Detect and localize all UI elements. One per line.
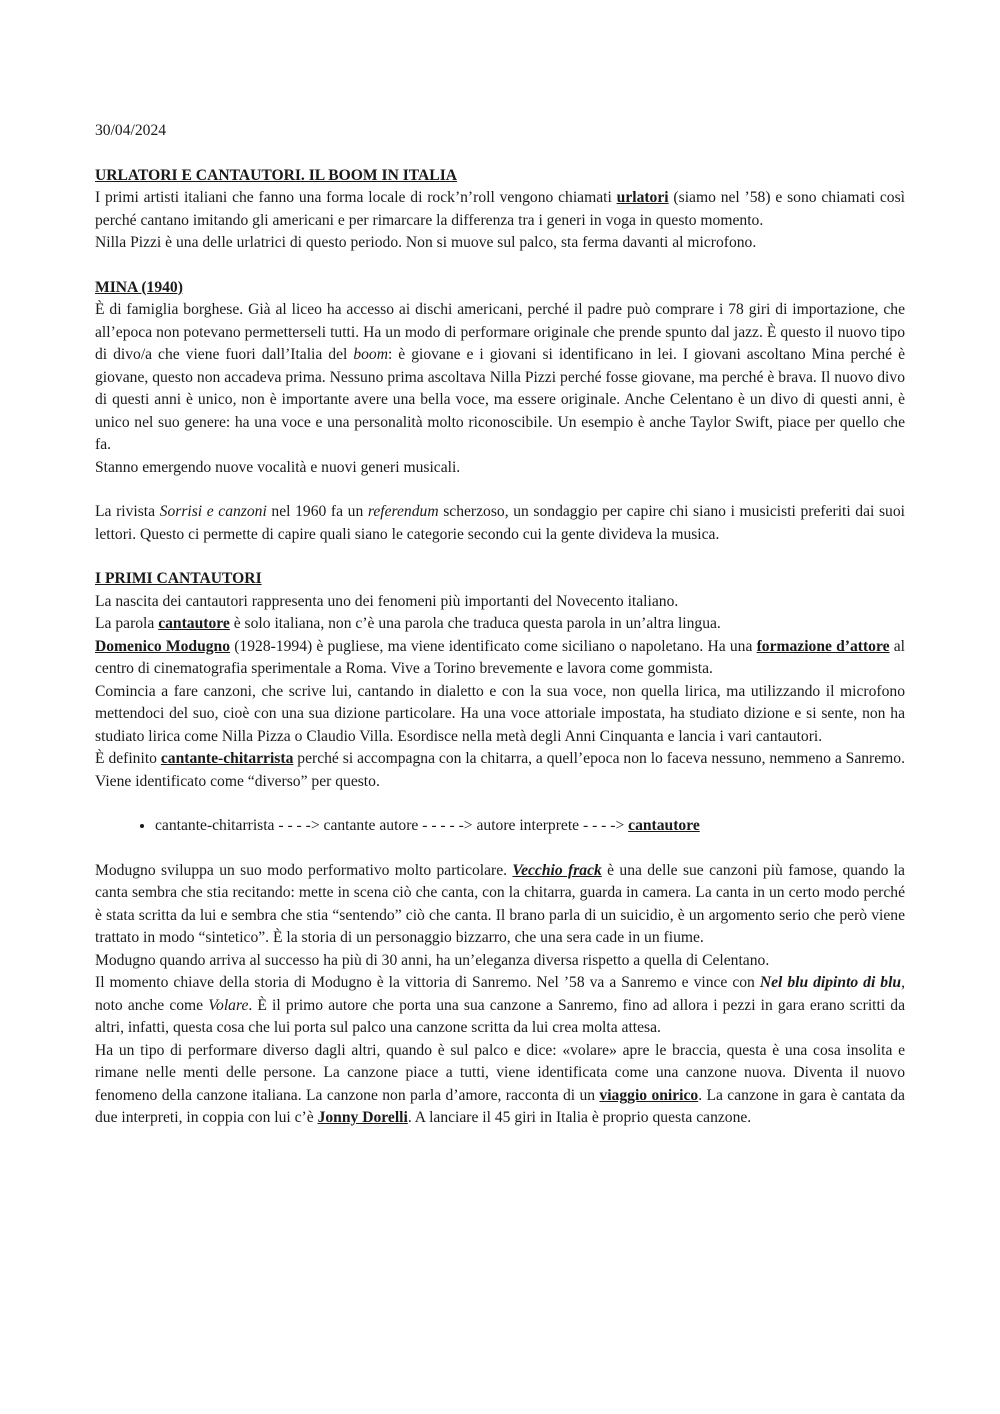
bullet-list xyxy=(95,815,905,838)
paragraph: Comincia a fare canzoni, che scrive lui, cantando in dialetto e con la sua voce, non quella lirica, ma utilizzando il microfono mettendoci del suo, cioè con una sua dizione particolare. Ha una voce attoriale impostata, ha studiato dizione e si sente, non ha studiato lirica come Nilla Pizza o Claudio Villa. Esordisce nella metà degli Anni Cinquanta e lancia i vari cantautori. xyxy=(95,682,905,745)
paragraph xyxy=(95,187,905,232)
section-heading-urlatori: URLATORI E CANTAUTORI. IL BOOM IN ITALIA xyxy=(95,166,458,184)
paragraph xyxy=(95,860,905,950)
text: È di famiglia borghese. Già al liceo ha accesso ai dischi americani, perché il padre può comprare i 78 giri di importazione, che all’epoca non potevano permetterseli tutti. Ha un modo di performare originale che prende spunto dal jazz. È questo il nuovo tipo di divo/a che viene fuori dall’Italia del xyxy=(95,301,905,363)
keyword-urlatori: urlatori xyxy=(616,189,669,206)
text: È definito xyxy=(95,750,161,767)
text: La rivista xyxy=(95,503,160,520)
paragraph: Modugno quando arriva al successo ha più di 30 anni, ha un’eleganza diversa rispetto a quella di Celentano. xyxy=(95,951,770,969)
keyword-cantautore: cantautore xyxy=(158,615,230,632)
keyword-viaggio-onirico: viaggio onirico xyxy=(599,1086,699,1104)
keyword-jonny-dorelli: Jonny Dorelli xyxy=(317,1109,408,1126)
text: Ha un tipo di performare diverso dagli altri, quando è sul palco e dice: «volare» apre le braccia, questa è una cosa insolita e rimane nelle menti delle persone. La canzone piace a tutti, viene identificata come una canzone nuova. Diventa il nuovo fenomeno della canzone italiana. La canzone non parla d’amore, racconta di un xyxy=(95,1041,905,1104)
song-title-nel-blu: Nel blu dipinto di blu xyxy=(759,974,902,991)
paragraph: Stanno emergendo nuove vocalità e nuovi generi musicali. xyxy=(95,458,461,476)
paragraph xyxy=(95,1040,905,1130)
magazine-title: Sorrisi e canzoni xyxy=(159,503,267,520)
paragraph xyxy=(95,748,905,793)
paragraph xyxy=(95,501,905,546)
keyword-cantante-chitarrista: cantante-chitarrista xyxy=(160,750,294,767)
list-item xyxy=(155,815,905,838)
keyword-domenico-modugno: Domenico Modugno xyxy=(95,637,231,655)
text: I primi artisti italiani che fanno una forma locale di rock’n’roll vengono chiamati xyxy=(95,189,617,206)
paragraph xyxy=(95,299,905,457)
text: Il momento chiave della storia di Modugno è la vittoria di Sanremo. Nel ’58 va a Sanremo e vince con xyxy=(95,974,760,991)
text: perché si accompagna con la chitarra, a quell’epoca non lo faceva nessuno, nemmeno a Sanremo. Viene identificato come “diverso” per questo. xyxy=(95,750,905,790)
text: è una delle sue canzoni più famose, quando la canta sembra che stia recitando: mette in scena ciò che canta, con la chitarra, guarda in camera. La canta in un certo modo perché è stata scritta da lui e sembra che stia “sentendo” ciò che canta. Il brano parla di un suicidio, è un argomento serio che però viene trattato in modo “sintetico”. È la storia di un personaggio bizzarro, che una sera cade in un fiume. xyxy=(95,861,905,946)
text: (siamo nel ’58) e sono chiamati così perché cantano imitando gli americani e per rimarcare la differenza tra i generi in voga in questo momento. xyxy=(95,189,906,229)
song-title-volare: Volare xyxy=(208,996,249,1014)
paragraph xyxy=(95,972,905,1040)
text: è solo italiana, non c’è una parola che traduca questa parola in un’altra lingua. xyxy=(229,615,721,632)
text: (1928-1994) è pugliese, ma viene identificato come siciliano o napoletano. Ha una xyxy=(230,637,757,655)
keyword-formazione-attore: formazione d’attore xyxy=(756,637,890,655)
paragraph: La nascita dei cantautori rappresenta uno dei fenomeni più importanti del Novecento italiano. xyxy=(95,592,679,610)
text: scherzoso, un sondaggio per capire chi siano i musicisti preferiti dai suoi lettori. Questo ci permette di capire quali siano le categorie secondo cui la gente divideva la musica. xyxy=(95,503,905,543)
section-heading-cantautori: I PRIMI CANTAUTORI xyxy=(95,570,262,587)
text: : è giovane e i giovani si identificano in lei. I giovani ascoltano Mina perché è giovane, questo non accadeva prima. Nessuno prima ascoltava Nilla Pizzi perché fosse giovane, ma perché è brava. Il nuovo divo di questi anni è unico, non è importante avere una bella voce, ma essere originale. Anche Celentano è un divo di questi anni, è unico nel suo genere: ha una voce e una personalità molto riconoscibile. Un esempio è anche Taylor Swift, piace per quello che fa. xyxy=(95,346,905,453)
paragraph: Nilla Pizzi è una delle urlatrici di questo periodo. Non si muove sul palco, sta ferma davanti al microfono. xyxy=(95,234,757,251)
italic-referendum: referendum xyxy=(367,503,439,520)
keyword-cantautore-bullet: cantautore xyxy=(628,817,700,834)
text: al centro di cinematografia sperimentale a Roma. Vive a Torino brevemente e lavora come gommista. xyxy=(95,637,905,677)
paragraph xyxy=(95,636,905,681)
song-title-vecchio-frack: Vecchio frack xyxy=(512,861,602,879)
text: La parola xyxy=(95,615,159,632)
section-heading-mina: MINA (1940) xyxy=(95,278,183,296)
italic-boom: boom xyxy=(353,346,388,363)
paragraph xyxy=(95,613,905,636)
text: nel 1960 fa un xyxy=(266,503,368,520)
document-date: 30/04/2024 xyxy=(95,122,167,139)
text: . A lanciare il 45 giri in Italia è proprio questa canzone. xyxy=(407,1109,752,1126)
text: . La canzone in gara è cantata da due interpreti, in coppia con lui c’è xyxy=(95,1086,905,1126)
text: , noto anche come xyxy=(95,974,906,1014)
text: cantante-chitarrista - - - -> cantante autore - - - - -> autore interprete - - - -> xyxy=(155,817,629,834)
text: . È il primo autore che porta una sua canzone a Sanremo, fino ad allora i pezzi in gara erano scritti da altri, infatti, questa cosa che lui porta sul palco una canzone scritta da lui crea molta attesa. xyxy=(95,996,906,1036)
text: Modugno sviluppa un suo modo performativo molto particolare. xyxy=(95,861,513,879)
